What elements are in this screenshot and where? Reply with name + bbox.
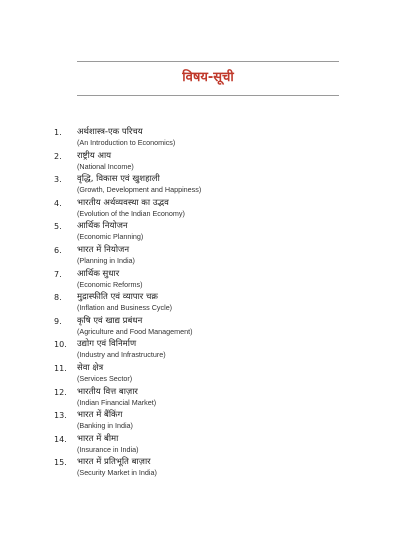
chapter-number: 5. <box>54 222 62 232</box>
chapter-title-hindi: भारतीय वित्त बाज़ार <box>77 386 138 397</box>
chapter-title-english: (Services Sector) <box>77 373 133 383</box>
chapter-number: 9. <box>54 316 62 326</box>
chapter-title-english: (Economic Reforms) <box>77 279 143 289</box>
chapter-title-hindi: मुद्रास्फीति एवं व्यापार चक्र <box>77 292 158 303</box>
chapter-title-hindi: उद्योग एवं विनिर्माण <box>77 339 137 350</box>
page-title: विषय-सूची <box>182 70 234 85</box>
chapter-title-hindi: आर्थिक सुधार <box>77 268 120 279</box>
chapter-number: 6. <box>54 245 62 255</box>
chapter-title-english: (Planning in India) <box>77 255 135 265</box>
chapter-number: 3. <box>54 175 62 185</box>
chapter-title-english: (Banking in India) <box>77 421 133 431</box>
chapter-number: 11. <box>54 363 67 373</box>
chapter-number: 8. <box>54 293 62 303</box>
toc-entry-11[interactable] <box>54 362 374 386</box>
chapter-title-hindi: सेवा क्षेत्र <box>77 362 104 373</box>
toc-entry-10[interactable] <box>54 338 374 362</box>
chapter-title-english: (Indian Financial Market) <box>77 397 157 407</box>
title-top-rule <box>77 61 339 62</box>
chapter-title-hindi: भारत में बीमा <box>77 433 119 444</box>
chapter-number: 10. <box>54 340 67 350</box>
chapter-number: 1. <box>54 128 62 137</box>
toc-entry-6[interactable] <box>54 244 374 268</box>
toc-entry-3[interactable] <box>54 173 374 197</box>
title-bottom-rule <box>77 95 339 96</box>
chapter-number: 12. <box>54 387 67 397</box>
chapter-title-hindi: भारत में बैंकिंग <box>77 410 123 421</box>
chapter-title-hindi: आर्थिक नियोजन <box>77 221 128 232</box>
chapter-title-english: (Economic Planning) <box>77 232 144 242</box>
toc-entry-8[interactable] <box>54 291 374 315</box>
toc-entry-13[interactable] <box>54 409 374 433</box>
chapter-title-english: (Inflation and Business Cycle) <box>77 303 173 313</box>
toc-entry-7[interactable] <box>54 268 374 292</box>
chapter-number: 7. <box>54 269 62 279</box>
chapter-number: 13. <box>54 411 67 421</box>
chapter-title-english: (Insurance in India) <box>77 444 139 454</box>
chapter-number: 2. <box>54 151 62 161</box>
toc-entry-4[interactable] <box>54 197 374 221</box>
toc-entry-2[interactable] <box>54 150 374 174</box>
chapter-title-english: (Industry and Infrastructure) <box>77 350 166 360</box>
toc-entry-1[interactable] <box>54 126 374 150</box>
chapter-title-english: (Security Market in India) <box>77 468 157 478</box>
chapter-title-english: (An Introduction to Economics) <box>77 138 176 147</box>
chapter-title-hindi: राष्ट्रीय आय <box>77 150 112 161</box>
chapter-number: 4. <box>54 198 62 208</box>
chapter-title-english: (Agriculture and Food Management) <box>77 326 193 336</box>
table-of-contents <box>54 126 374 480</box>
chapter-title-english: (Evolution of the Indian Economy) <box>77 208 185 218</box>
toc-entry-15[interactable] <box>54 456 374 480</box>
chapter-title-hindi: वृद्धि, विकास एवं खुशहाली <box>77 174 160 185</box>
chapter-title-hindi: भारतीय अर्थव्यवस्था का उद्भव <box>77 197 169 208</box>
chapter-number: 14. <box>54 434 67 444</box>
chapter-title-hindi: कृषि एवं खाद्य प्रबंधन <box>77 315 143 326</box>
chapter-title-english: (Growth, Development and Happiness) <box>77 185 202 195</box>
chapter-number: 15. <box>54 458 67 468</box>
toc-entry-14[interactable] <box>54 433 374 457</box>
toc-entry-12[interactable] <box>54 386 374 410</box>
toc-entry-9[interactable] <box>54 315 374 339</box>
chapter-title-hindi: अर्थशास्त्र-एक परिचय <box>77 127 143 137</box>
toc-entry-5[interactable] <box>54 220 374 244</box>
chapter-title-english: (National Income) <box>77 161 134 171</box>
chapter-title-hindi: भारत में प्रतिभूति बाज़ार <box>77 457 151 468</box>
chapter-title-hindi: भारत में नियोजन <box>77 244 130 255</box>
